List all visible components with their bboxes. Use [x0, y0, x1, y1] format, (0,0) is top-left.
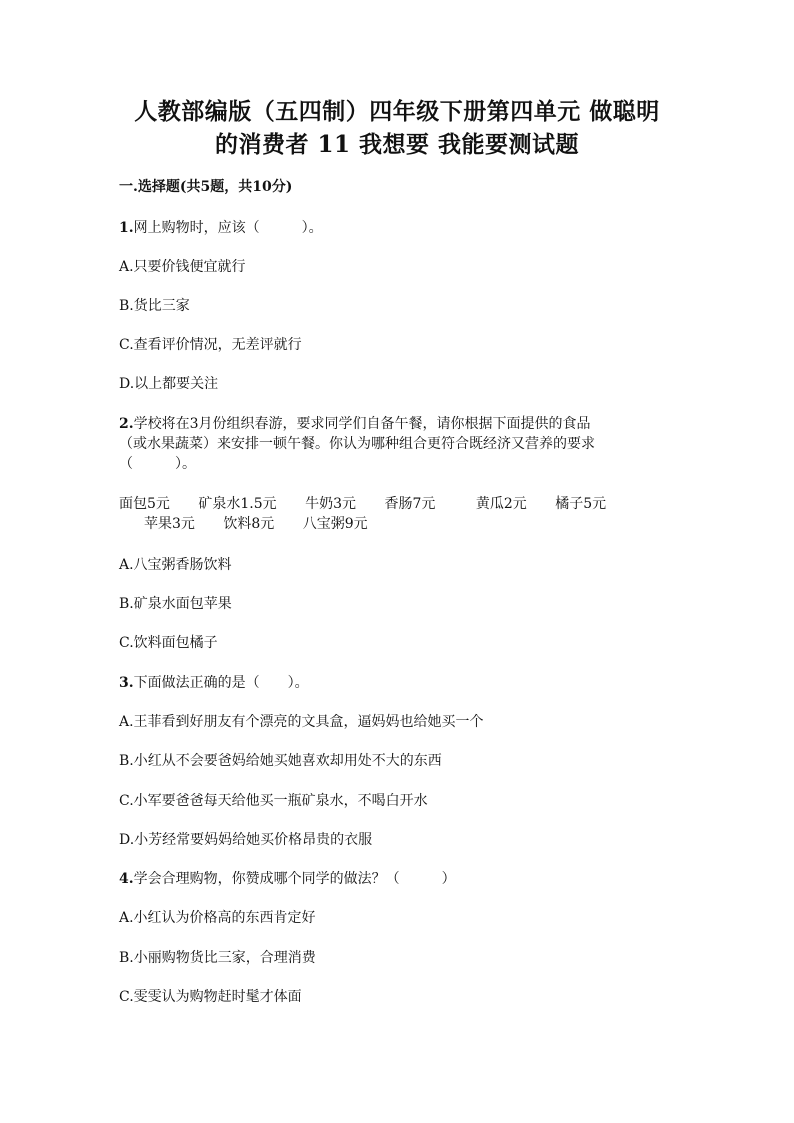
question-stem-line-2: （或水果蔬菜）来安排一顿午餐。你认为哪种组合更符合既经济又营养的要求	[119, 436, 595, 452]
question-3	[119, 673, 309, 693]
question-number: 1.	[119, 220, 134, 236]
document-title-line-2: 的消费者 11 我想要 我能要测试题	[214, 131, 580, 158]
food-item: 牛奶3元	[305, 496, 357, 512]
option-1b: B.货比三家	[119, 298, 190, 314]
option-1a: A.只要价钱便宜就行	[119, 259, 246, 275]
question-stem-line-3: （ ）。	[119, 456, 196, 472]
section-heading: 一.选择题(共5题，共10分)	[119, 179, 293, 195]
question-stem: 网上购物时，应该（ ）。	[133, 220, 323, 236]
question-number: 2.	[119, 416, 134, 432]
question-stem: 下面做法正确的是（ ）。	[133, 675, 309, 691]
option-4c: C.雯雯认为购物赶时髦才体面	[119, 989, 302, 1005]
food-item: 饮料8元	[223, 516, 275, 532]
question-number: 4.	[119, 871, 134, 887]
option-4a: A.小红认为价格高的东西肯定好	[119, 910, 316, 926]
option-3b: B.小红从不会要爸妈给她买她喜欢却用处不大的东西	[119, 753, 442, 769]
question-1	[119, 218, 323, 238]
food-price-list-row-2	[144, 514, 714, 534]
option-1d: D.以上都要关注	[119, 376, 219, 392]
food-item: 苹果3元	[144, 516, 195, 532]
question-4	[119, 869, 456, 889]
food-item: 橘子5元	[555, 496, 607, 512]
option-2b: B.矿泉水面包苹果	[119, 596, 232, 612]
food-item: 香肠7元	[384, 496, 436, 512]
food-item: 矿泉水1.5元	[198, 496, 277, 512]
option-3d: D.小芳经常要妈妈给她买价格昂贵的衣服	[119, 832, 373, 848]
question-number: 3.	[119, 675, 134, 691]
option-2a: A.八宝粥香肠饮料	[119, 557, 232, 573]
food-item: 八宝粥9元	[302, 516, 368, 532]
option-1c: C.查看评价情况，无差评就行	[119, 337, 302, 353]
option-3a: A.王菲看到好朋友有个漂亮的文具盒，逼妈妈也给她买一个	[119, 714, 484, 730]
option-4b: B.小丽购物货比三家，合理消费	[119, 950, 316, 966]
food-item: 面包5元	[119, 496, 170, 512]
question-stem: 学会合理购物，你赞成哪个同学的做法？（ ）	[133, 871, 456, 887]
option-2c: C.饮料面包橘子	[119, 635, 218, 651]
document-title-line-1: 人教部编版（五四制）四年级下册第四单元 做聪明	[134, 98, 660, 125]
question-stem-line-1: 学校将在3月份组织春游，要求同学们自备午餐，请你根据下面提供的食品	[133, 416, 591, 432]
food-item: 黄瓜2元	[475, 496, 527, 512]
question-2	[119, 414, 591, 434]
option-3c: C.小军要爸爸每天给他买一瓶矿泉水，不喝白开水	[119, 793, 428, 809]
food-price-list	[119, 494, 689, 514]
